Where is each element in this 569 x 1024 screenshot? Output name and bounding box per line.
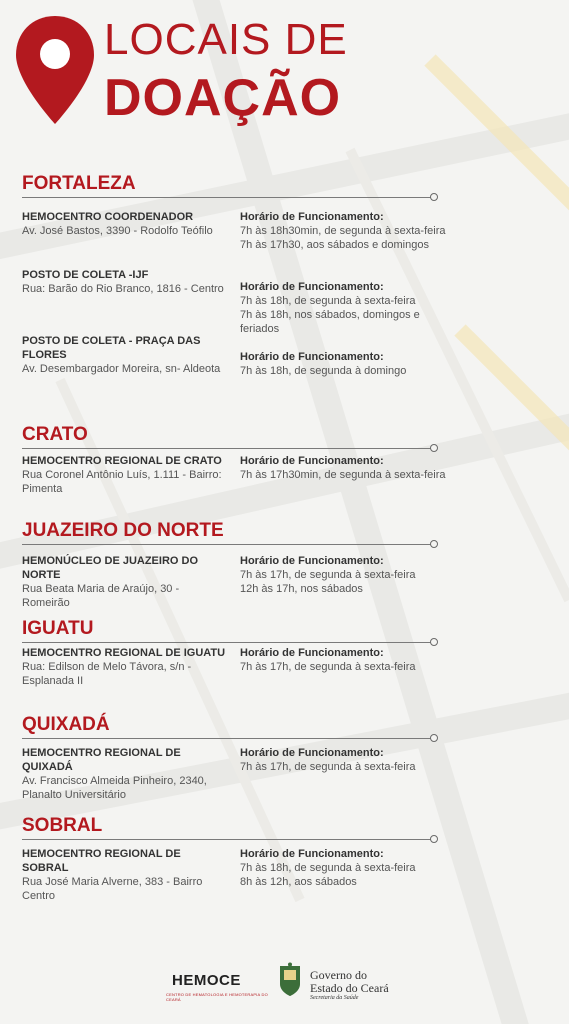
location-address: Rua Coronel Antônio Luís, 1.111 - Bairro: Pimenta: [22, 469, 222, 495]
location-name: POSTO DE COLETA -IJF: [22, 269, 149, 281]
location-hours: [240, 554, 450, 596]
location-name: HEMONÚCLEO DE JUAZEIRO DO NORTE: [22, 555, 199, 581]
location-hours: [240, 210, 450, 252]
location-info: [22, 334, 227, 376]
hours-label: Horário de Funcionamento:: [240, 555, 384, 567]
location-hours: [240, 454, 450, 482]
location-name: HEMOCENTRO REGIONAL DE QUIXADÁ: [22, 747, 181, 773]
hours-text: 7h às 17h, de segunda à sexta-feira: [240, 761, 416, 773]
section-crato: [22, 425, 442, 449]
location-address: Rua: Barão do Rio Branco, 1816 - Centro: [22, 283, 224, 295]
divider-dot-icon: [430, 444, 438, 452]
location-address: Rua Beata Maria de Araújo, 30 - Romeirão: [22, 583, 180, 609]
hours-label: Horário de Funcionamento:: [240, 848, 384, 860]
section-title: QUIXADÁ: [22, 714, 110, 735]
footer-logos: [0, 960, 569, 1010]
location-hours: [240, 746, 450, 774]
section-sobral: [22, 816, 442, 840]
hemoce-subtitle: CENTRO DE HEMATOLOGIA E HEMOTERAPIA DO CEARÁ: [166, 992, 268, 1002]
hours-text: 7h às 18h30min, de segunda à sexta-feira 7h às 17h30, aos sábados e domingos: [240, 225, 446, 251]
divider-dot-icon: [430, 193, 438, 201]
hours-text: 7h às 18h, de segunda à sexta-feira 8h às 12h, aos sábados: [240, 862, 416, 888]
section-title: SOBRAL: [22, 815, 103, 836]
location-address: Av. Desembargador Moreira, sn- Aldeota: [22, 363, 221, 375]
section-juazeiro-do-norte: [22, 521, 442, 545]
hemoce-logo: HEMOCE: [172, 972, 241, 989]
section-iguatu: [22, 619, 442, 643]
divider-dot-icon: [430, 638, 438, 646]
government-logo-line2: Estado do Ceará: [310, 981, 389, 995]
location-info: [22, 646, 227, 688]
location-address: Rua: Edilson de Melo Távora, s/n - Esplanada II: [22, 661, 192, 687]
hours-label: Horário de Funcionamento:: [240, 281, 384, 293]
hours-text: 7h às 18h, de segunda à domingo: [240, 365, 407, 377]
hours-text: 7h às 17h30min, de segunda à sexta-feira: [240, 469, 446, 481]
location-name: POSTO DE COLETA - PRAÇA DAS FLORES: [22, 335, 201, 361]
page-title-line1: LOCAIS DE: [104, 15, 348, 64]
government-logo-line1: Governo do: [310, 968, 367, 982]
divider-dot-icon: [430, 734, 438, 742]
location-info: [22, 210, 227, 238]
section-divider: [22, 544, 432, 545]
section-divider: [22, 197, 432, 198]
location-info: [22, 268, 227, 296]
page-title-line2: DOAÇÃO: [104, 69, 342, 127]
section-divider: [22, 448, 432, 449]
hours-text: 7h às 17h, de segunda à sexta-feira: [240, 661, 416, 673]
location-info: [22, 454, 227, 496]
location-address: Av. José Bastos, 3390 - Rodolfo Teófilo: [22, 225, 213, 237]
location-hours: [240, 847, 450, 889]
section-divider: [22, 839, 432, 840]
hours-label: Horário de Funcionamento:: [240, 747, 384, 759]
hours-label: Horário de Funcionamento:: [240, 351, 384, 363]
government-logo-line3: Secretaria da Saúde: [310, 995, 359, 1001]
location-name: HEMOCENTRO REGIONAL DE SOBRAL: [22, 848, 181, 874]
section-title: IGUATU: [22, 618, 94, 639]
hours-label: Horário de Funcionamento:: [240, 647, 384, 659]
location-name: HEMOCENTRO REGIONAL DE IGUATU: [22, 647, 226, 659]
location-name: HEMOCENTRO REGIONAL DE CRATO: [22, 455, 222, 467]
location-info: [22, 847, 227, 903]
section-title: JUAZEIRO DO NORTE: [22, 520, 224, 541]
divider-dot-icon: [430, 540, 438, 548]
section-fortaleza: [22, 174, 442, 198]
hours-label: Horário de Funcionamento:: [240, 455, 384, 467]
location-info: [22, 554, 227, 610]
location-hours: [240, 350, 450, 378]
location-info: [22, 746, 227, 802]
hours-label: Horário de Funcionamento:: [240, 211, 384, 223]
section-divider: [22, 738, 432, 739]
location-hours: [240, 646, 450, 674]
section-title: CRATO: [22, 424, 88, 445]
location-hours: [240, 280, 450, 336]
location-pin-icon: [14, 14, 96, 126]
section-title: FORTALEZA: [22, 173, 136, 194]
location-address: Rua José Maria Alverne, 383 - Bairro Centro: [22, 876, 203, 902]
divider-dot-icon: [430, 835, 438, 843]
location-address: Av. Francisco Almeida Pinheiro, 2340, Planalto Universitário: [22, 775, 207, 801]
section-quixada: [22, 715, 442, 739]
hours-text: 7h às 17h, de segunda à sexta-feira 12h às 17h, nos sábados: [240, 569, 416, 595]
section-divider: [22, 642, 432, 643]
location-name: HEMOCENTRO COORDENADOR: [22, 211, 194, 223]
hours-text: 7h às 18h, de segunda à sexta-feira 7h às 18h, nos sábados, domingos e feriados: [240, 295, 420, 335]
state-crest-icon: [278, 962, 302, 998]
